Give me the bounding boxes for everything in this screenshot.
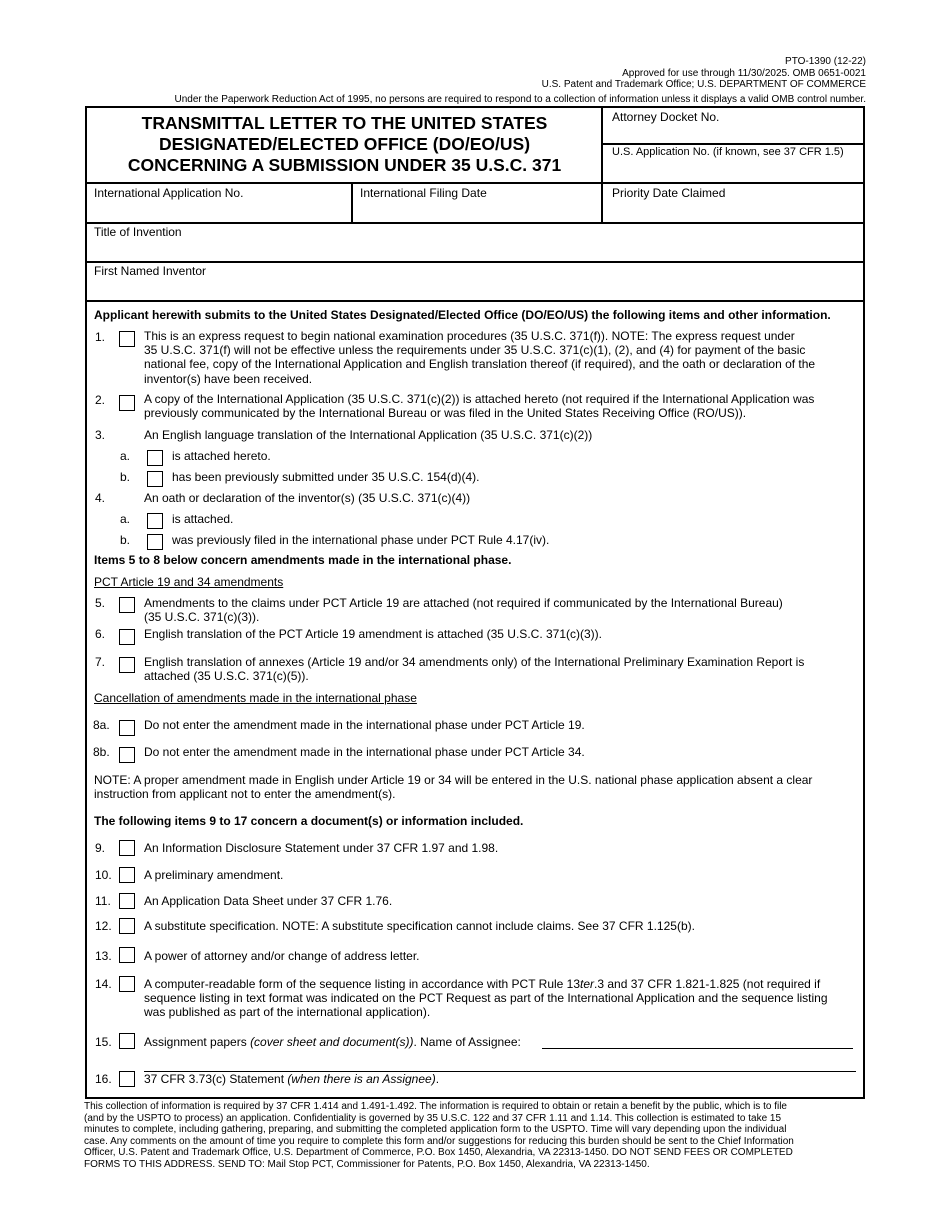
item-2-number: 2.	[95, 393, 106, 407]
item-13-checkbox[interactable]	[119, 947, 135, 963]
footer-line-4: case. Any comments on the amount of time you require to complete this form and/or suggestions for reducing this burden should be sent to the Chief Information	[84, 1135, 794, 1147]
footer-line-1: This collection of information is required by 37 CFR 1.414 and 1.491-1.492. The information is required to obtain or retain a benefit by the public, which is to file	[84, 1101, 787, 1112]
item-5-checkbox[interactable]	[119, 597, 135, 613]
item-3a-letter: a.	[120, 449, 131, 463]
item-1-text	[144, 329, 815, 386]
item-15-italic: (cover sheet and document(s))	[250, 1035, 414, 1049]
burden-statement	[84, 1101, 869, 1171]
item-1-line-1: This is an express request to begin national examination procedures (35 U.S.C. 371(f)). NOTE: The express request under	[144, 329, 795, 343]
item-7-line-1: English translation of annexes (Article 19 and/or 34 amendments only) of the International Preliminary Examination Report is	[144, 655, 805, 669]
item-8a-number: 8a.	[93, 718, 110, 732]
item-16-text	[144, 1072, 439, 1086]
row-divider-4	[87, 300, 863, 302]
section-5-8-heading: Items 5 to 8 below concern amendments made in the international phase.	[94, 553, 512, 567]
item-14-line-1-start: A computer-readable form of the sequence listing in accordance with PCT Rule 13	[144, 977, 581, 991]
item-16-text-end: .	[435, 1072, 440, 1086]
attorney-docket-field[interactable]: Attorney Docket No.	[612, 110, 720, 124]
paperwork-notice: Under the Paperwork Reduction Act of 1995, no persons are required to respond to a collection of information unless it displays a valid OMB control number.	[174, 94, 866, 105]
item-9-checkbox[interactable]	[119, 840, 135, 856]
item-15-text-start: Assignment papers	[144, 1035, 251, 1049]
item-2-line-2: previously communicated by the International Bureau or was filed in the United States Receiving Office (RO/US)).	[144, 406, 747, 421]
title-of-invention-field[interactable]: Title of Invention	[94, 225, 182, 239]
item-14-line-3: was published as part of the international application).	[144, 1005, 431, 1020]
item-13-number: 13.	[95, 949, 112, 963]
section-9-17-heading: The following items 9 to 17 concern a document(s) or information included.	[94, 814, 524, 828]
item-9-text: An Information Disclosure Statement under 37 CFR 1.97 and 1.98.	[144, 841, 499, 855]
item-10-number: 10.	[95, 868, 112, 882]
amendment-note-line-2: instruction from applicant not to enter the amendment(s).	[94, 787, 396, 802]
item-10-text: A preliminary amendment.	[144, 868, 284, 882]
item-4b-letter: b.	[120, 533, 131, 547]
item-15-text-end: . Name of Assignee:	[413, 1035, 521, 1049]
item-14-line-1-end: .3 and 37 CFR 1.821-1.825 (not required if	[594, 977, 821, 991]
intro-statement: Applicant herewith submits to the United States Designated/Elected Office (DO/EO/US) the following items and other information.	[94, 308, 831, 322]
item-7-text	[144, 655, 804, 683]
amendment-note	[94, 773, 812, 801]
footer-line-2: (and by the USPTO to process) an application. Confidentiality is governed by 35 U.S.C. 122 and 37 CFR 1.11 and 1.14. This collection is estimated to take 15	[84, 1112, 782, 1124]
intl-application-no-field[interactable]: International Application No.	[94, 186, 244, 200]
item-12-number: 12.	[95, 919, 112, 933]
footer-line-5: Officer, U.S. Patent and Trademark Office, U.S. Department of Commerce, P.O. Box 1450, Alexandria, VA 22313-1450. DO NOT SEND FEES OR COMPLETED	[84, 1147, 793, 1159]
item-7-number: 7.	[95, 655, 106, 669]
item-4a-letter: a.	[120, 512, 131, 526]
item-5-number: 5.	[95, 596, 106, 610]
item-3b-text: has been previously submitted under 35 U.S.C. 154(d)(4).	[172, 470, 480, 484]
item-1-line-3: national fee, copy of the International Application and English translation thereof (if required), and the oath or declaration of the	[144, 357, 816, 372]
item-14-ter: ter	[580, 977, 595, 991]
item-3a-checkbox[interactable]	[147, 450, 163, 466]
amendment-note-line-1: NOTE: A proper amendment made in English under Article 19 or 34 will be entered in the U.S. national phase application absent a clear	[94, 773, 813, 787]
form-header	[542, 56, 866, 91]
item-1-line-4: inventor(s) have been received.	[144, 371, 313, 386]
item-14-line-1	[144, 977, 828, 991]
title-divider	[601, 108, 603, 184]
item-3b-letter: b.	[120, 470, 131, 484]
item-11-number: 11.	[95, 894, 111, 908]
item-8b-number: 8b.	[93, 745, 110, 759]
item-8b-checkbox[interactable]	[119, 747, 135, 763]
first-inventor-field[interactable]: First Named Inventor	[94, 264, 207, 278]
item-8b-text: Do not enter the amendment made in the international phase under PCT Article 34.	[144, 745, 585, 759]
item-13-text: A power of attorney and/or change of address letter.	[144, 949, 420, 963]
item-12-text: A substitute specification. NOTE: A substitute specification cannot include claims. See 37 CFR 1.125(b).	[144, 919, 695, 933]
item-14-checkbox[interactable]	[119, 976, 135, 992]
form-id: PTO-1390 (12-22)	[785, 56, 866, 67]
item-16-checkbox[interactable]	[119, 1071, 135, 1087]
pct-amendments-heading: PCT Article 19 and 34 amendments	[94, 575, 284, 589]
item-4b-checkbox[interactable]	[147, 534, 163, 550]
item-6-text: English translation of the PCT Article 19 amendment is attached (35 U.S.C. 371(c)(3)).	[144, 627, 602, 641]
item-2-checkbox[interactable]	[119, 395, 135, 411]
item-15-text	[144, 1035, 521, 1049]
footer-line-6: FORMS TO THIS ADDRESS. SEND TO: Mail Stop PCT, Commissioner for Patents, P.O. Box 1450, Alexandria, VA 22313-1450.	[84, 1158, 650, 1170]
item-4-number: 4.	[95, 491, 106, 505]
item-11-text: An Application Data Sheet under 37 CFR 1.76.	[144, 894, 393, 908]
item-11-checkbox[interactable]	[119, 893, 135, 909]
item-15-number: 15.	[95, 1035, 112, 1049]
title-line-1: TRANSMITTAL LETTER TO THE UNITED STATES	[141, 113, 548, 133]
item-4b-text: was previously filed in the international phase under PCT Rule 4.17(iv).	[172, 533, 550, 547]
agency-line: U.S. Patent and Trademark Office; U.S. DEPARTMENT OF COMMERCE	[541, 79, 866, 90]
footer-line-3: minutes to complete, including gathering, preparing, and submitting the completed application form to the USPTO. Time will vary depending upon the individual	[84, 1124, 787, 1136]
row-divider-1	[87, 182, 863, 184]
item-3b-checkbox[interactable]	[147, 471, 163, 487]
item-7-line-2: attached (35 U.S.C. 371(c)(5)).	[144, 669, 309, 684]
item-16-number: 16.	[95, 1072, 112, 1086]
item-6-number: 6.	[95, 627, 106, 641]
item-3-text: An English language translation of the International Application (35 U.S.C. 371(c)(2))	[144, 428, 593, 442]
intl-filing-date-field[interactable]: International Filing Date	[360, 186, 487, 200]
omb-approval: Approved for use through 11/30/2025. OMB 0651-0021	[622, 67, 866, 79]
item-9-number: 9.	[95, 841, 106, 855]
title-line-3: CONCERNING A SUBMISSION UNDER 35 U.S.C. 371	[127, 155, 562, 175]
item-16-italic: (when there is an Assignee)	[287, 1072, 436, 1086]
item-4-text: An oath or declaration of the inventor(s) (35 U.S.C. 371(c)(4))	[144, 491, 471, 505]
item-1-checkbox[interactable]	[119, 331, 135, 347]
col-divider-1	[351, 184, 353, 224]
item-14-text	[144, 977, 828, 1020]
item-5-text	[144, 596, 783, 624]
item-1-number: 1.	[95, 330, 106, 344]
title-line-2: DESIGNATED/ELECTED OFFICE (DO/EO/US)	[158, 134, 531, 154]
docket-divider	[601, 143, 863, 145]
row-divider-3	[87, 261, 863, 263]
row-divider-2	[87, 222, 863, 224]
item-5-line-2: (35 U.S.C. 371(c)(3)).	[144, 610, 260, 625]
item-1-line-2: 35 U.S.C. 371(f) will not be effective unless the requirements under 35 U.S.C. 371(c)(1), (2), and (4) for payment of the basic	[144, 343, 806, 358]
item-12-checkbox[interactable]	[119, 918, 135, 934]
item-3a-text: is attached hereto.	[172, 449, 271, 463]
assignee-name-line-1[interactable]	[542, 1048, 853, 1049]
item-14-number: 14.	[95, 977, 112, 991]
item-14-line-2: sequence listing in text format was indicated on the PCT Request as part of the International Application and the sequence listing	[144, 991, 828, 1006]
item-16-text-start: 37 CFR 3.73(c) Statement	[144, 1072, 288, 1086]
item-4a-text: is attached.	[172, 512, 234, 526]
item-15-checkbox[interactable]	[119, 1033, 135, 1049]
cancellation-heading: Cancellation of amendments made in the international phase	[94, 691, 417, 705]
item-2-line-1: A copy of the International Application (35 U.S.C. 371(c)(2)) is attached hereto (not required if the International Application was	[144, 392, 815, 406]
item-3-number: 3.	[95, 428, 106, 442]
item-8a-checkbox[interactable]	[119, 720, 135, 736]
item-2-text	[144, 392, 814, 420]
col-divider-2	[601, 184, 603, 224]
item-10-checkbox[interactable]	[119, 867, 135, 883]
item-6-checkbox[interactable]	[119, 629, 135, 645]
transmittal-form	[85, 106, 865, 1099]
form-title	[87, 113, 602, 176]
item-7-checkbox[interactable]	[119, 657, 135, 673]
us-application-no-field[interactable]: U.S. Application No. (if known, see 37 CFR 1.5)	[612, 146, 844, 158]
item-5-line-1: Amendments to the claims under PCT Article 19 are attached (not required if communicated by the International Bureau)	[144, 596, 783, 610]
item-8a-text: Do not enter the amendment made in the international phase under PCT Article 19.	[144, 718, 585, 732]
priority-date-field[interactable]: Priority Date Claimed	[612, 186, 726, 200]
item-4a-checkbox[interactable]	[147, 513, 163, 529]
